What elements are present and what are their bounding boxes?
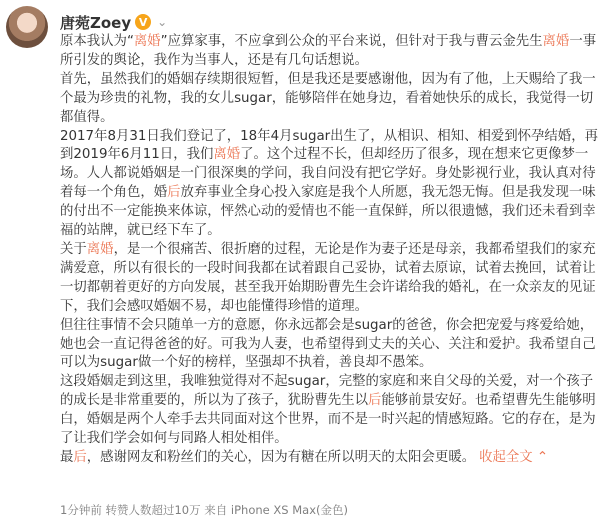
text-segment: 放弃事业全身心投入家庭是我个人所愿，我无怨无悔。但是我发现一味的付出不一定能换来体谅，怦然心动的爱情也不能一直保鲜，所以很遗憾，我们还未看到幸福的站牌，就已经下车了。 bbox=[60, 185, 596, 239]
chevron-down-icon[interactable]: ⌄ bbox=[157, 15, 168, 29]
keyword-highlight: 后 bbox=[73, 449, 87, 465]
text-segment: ，是一个很痛苦、很折磨的过程，无论是作为妻子还是母亲，我都希望我们的家充满爱意，所以有很长的一段时间我都在试着跟自己妥协，试着去原谅，试着去挽回，试着让一切都朝着更好的方向发展，甚至我开始期盼曹先生会许诺给我的婚礼，在一众亲友的见证下，我们会感叹婚姻不易，却也能懂得珍惜的道理。 bbox=[60, 241, 596, 314]
post-paragraph bbox=[60, 317, 600, 374]
text-segment: 原本我认为“ bbox=[60, 34, 134, 49]
text-segment: 但往往事情不会只随单一方的意愿，你永远都会是sugar的爸爸，你会把宠爱与疼爱给她，她也会一直记得爸爸的好。可我为人妻，也希望得到丈夫的关心、关注和爱护。我希望自己可以为sugar做一个好的榜样，坚强却不执着，善良却不愚笨。 bbox=[60, 317, 596, 371]
keyword-highlight: 后 bbox=[367, 393, 382, 409]
keyword-highlight: 离婚 bbox=[86, 241, 114, 257]
post-content bbox=[60, 33, 600, 468]
post-meta: 1分钟前 转赞人数超过10万 来自 iPhone XS Max(金色) bbox=[60, 503, 348, 517]
collapse-button[interactable] bbox=[479, 450, 548, 465]
post-paragraph bbox=[60, 449, 600, 468]
verified-v-icon: V bbox=[135, 14, 151, 30]
text-segment: 这段婚姻走到这里，我唯独觉得对不起sugar，完整的家庭和来自父母的关爱，对一个孩子的成长是非常重要的，所以为了孩子，犹盼曹先生以 bbox=[60, 374, 594, 409]
post-paragraph bbox=[60, 241, 600, 317]
text-segment: 最 bbox=[60, 449, 74, 465]
post-paragraph bbox=[60, 373, 600, 449]
text-segment: 一事所引发的舆论，我作为当事人，还是有几句话想说。 bbox=[60, 34, 597, 68]
chevron-up-icon: ⌃ bbox=[532, 449, 549, 465]
user-name[interactable]: 唐菀Zoey bbox=[60, 13, 132, 32]
collapse-label: 收起全文 bbox=[479, 449, 533, 465]
keyword-highlight: 离婚 bbox=[133, 34, 161, 49]
keyword-highlight: 离婚 bbox=[542, 34, 570, 49]
keyword-highlight: 后 bbox=[167, 185, 181, 201]
text-segment: ，感谢网友和粉丝们的关心，因为有糖在所以明天的太阳会更暖。 bbox=[86, 449, 476, 465]
post-header bbox=[60, 11, 167, 33]
post-paragraph bbox=[60, 128, 600, 241]
text-segment: 能够前景安好。也希望曹先生能够明白，婚姻是两个人牵手去共同面对这个世界，而不是一时兴起的情感短路。它的存在，是为了让我们学会如何与同路人相处相伴。 bbox=[60, 393, 596, 447]
text-segment: 了。这个过程不长，但却经历了很多，现在想来它更像梦一场。人人都说婚姻是一门很深奥的学问，我自问没有把它学好。身处影视行业，我认真对待着每一个角色，婚 bbox=[60, 147, 596, 201]
text-segment: 关于 bbox=[60, 241, 87, 257]
avatar[interactable] bbox=[6, 6, 48, 48]
text-segment: 2017年8月31日我们登记了，18年4月sugar出生了，从相识、相知、相爱到怀孕结婚，再到2019年6月11日，我们 bbox=[60, 128, 598, 163]
keyword-highlight: 离婚 bbox=[213, 147, 241, 163]
post-paragraph bbox=[60, 71, 600, 128]
post-paragraph bbox=[60, 33, 600, 71]
text-segment: 首先，虽然我们的婚姻存续期很短暂，但是我还是要感谢他，因为有了他，上天赐给了我一个最为珍贵的礼物，我的女儿sugar，能够陪伴在她身边，看着她快乐的成长，我觉得一切都值得。 bbox=[60, 71, 596, 125]
text-segment: ”应算家事，不应拿到公众的平台来说，但针对于我与曹云金先生 bbox=[160, 34, 543, 49]
